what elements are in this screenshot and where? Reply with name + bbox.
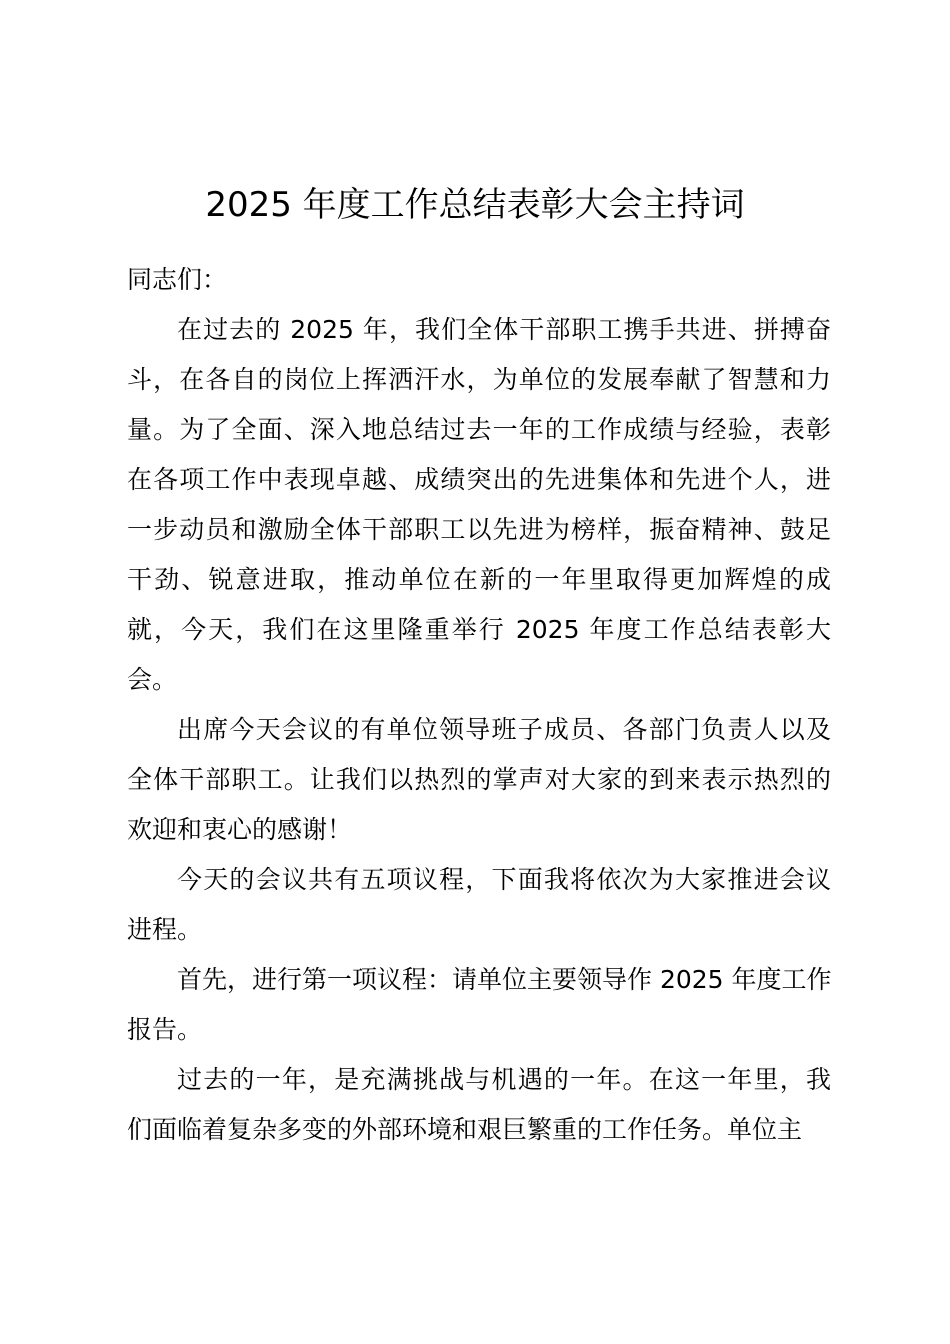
paragraph-line: 就，今天，我们在这里隆重举行 2025 年度工作总结表彰大: [127, 615, 831, 644]
paragraph: [127, 955, 831, 1055]
document-title: 2025 年度工作总结表彰大会主持词: [205, 185, 745, 225]
paragraph-line: 欢迎和衷心的感谢！: [127, 815, 353, 844]
paragraph-line: 一步动员和激励全体干部职工以先进为榜样，振奋精神、鼓足: [127, 515, 831, 544]
paragraph-line: 们面临着复杂多变的外部环境和艰巨繁重的工作任务。单位主: [127, 1115, 803, 1144]
paragraph-line: 出席今天会议的有单位领导班子成员、各部门负责人以及: [177, 715, 831, 744]
paragraph-line: 斗，在各自的岗位上挥洒汗水，为单位的发展奉献了智慧和力: [127, 365, 831, 394]
paragraph-line: 报告。: [127, 1015, 203, 1044]
document-body: [127, 255, 831, 1155]
paragraph-line: 全体干部职工。让我们以热烈的掌声对大家的到来表示热烈的: [127, 765, 831, 794]
paragraph-line: 首先，进行第一项议程：请单位主要领导作 2025 年度工作: [177, 965, 832, 994]
salutation: 同志们：: [127, 265, 228, 294]
paragraph-line: 量。为了全面、深入地总结过去一年的工作成绩与经验，表彰: [127, 415, 831, 444]
paragraph-line: 在各项工作中表现卓越、成绩突出的先进集体和先进个人，进: [127, 465, 831, 494]
paragraph-line: 今天的会议共有五项议程，下面我将依次为大家推进会议: [177, 865, 831, 894]
paragraph-line: 会。: [127, 665, 178, 694]
paragraph-line: 干劲、锐意进取，推动单位在新的一年里取得更加辉煌的成: [127, 565, 831, 594]
paragraph-line: 进程。: [127, 915, 203, 944]
paragraph: [127, 305, 831, 705]
paragraph: [127, 1055, 831, 1155]
paragraph-line: 过去的一年，是充满挑战与机遇的一年。在这一年里，我: [177, 1065, 831, 1094]
paragraph-line: 在过去的 2025 年，我们全体干部职工携手共进、拼搏奋: [177, 315, 831, 344]
paragraph: [127, 705, 831, 855]
paragraph: [127, 855, 831, 955]
